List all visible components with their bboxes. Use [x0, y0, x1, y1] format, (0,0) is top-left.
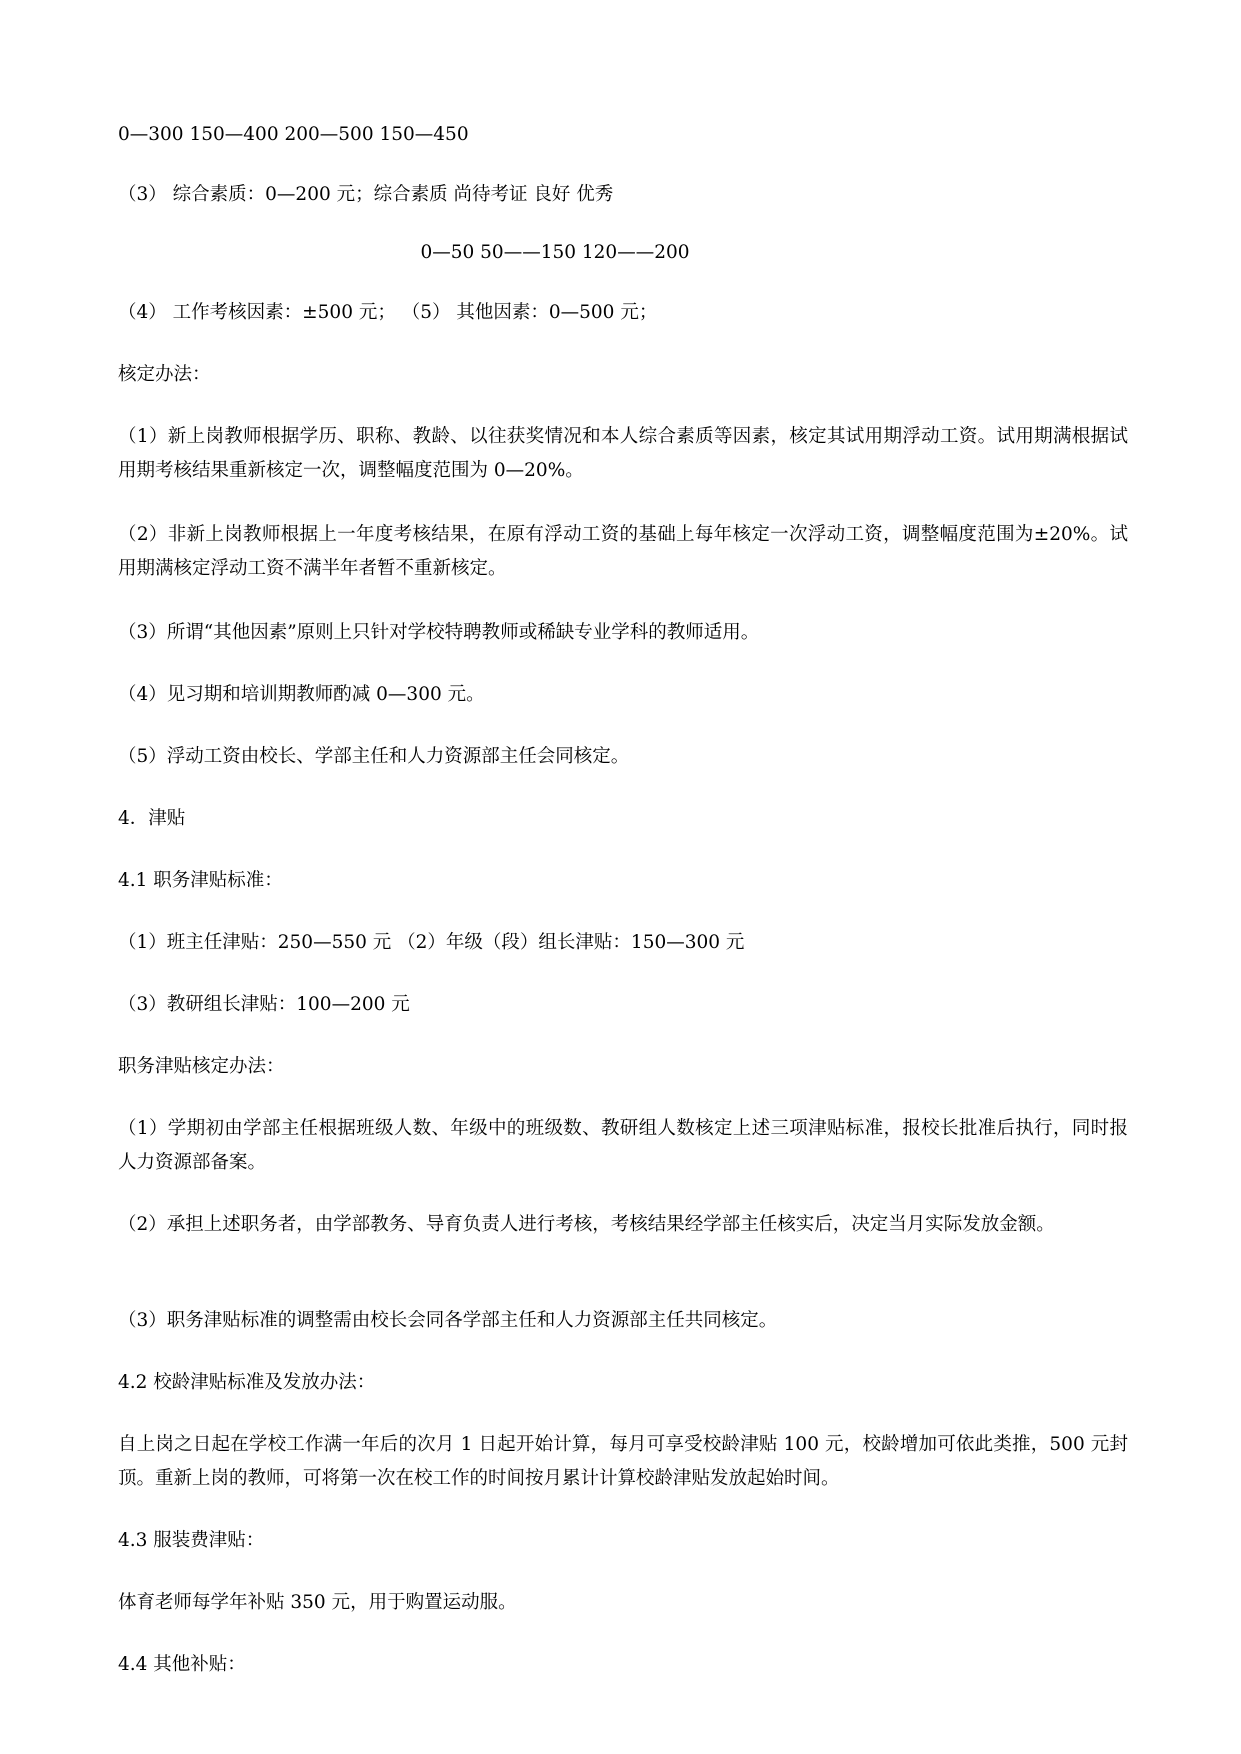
approval-rule-3: （3）所谓“其他因素”原则上只针对学校特聘教师或稀缺专业学科的教师适用。	[118, 622, 760, 643]
allowance-item-3: （3）教研组长津贴：100—200 元	[118, 994, 410, 1015]
approval-method-heading: 核定办法：	[118, 364, 211, 385]
clothing-allowance-text: 体育老师每学年补贴 350 元，用于购置运动服。	[118, 1592, 517, 1613]
allowance-rule-3: （3）职务津贴标准的调整需由校长会同各学部主任和人力资源部主任共同核定。	[118, 1310, 778, 1331]
section-4-1-heading: 4.1 职务津贴标准：	[118, 870, 283, 891]
allowance-method-heading: 职务津贴核定办法：	[118, 1056, 285, 1077]
approval-rule-4: （4）见习期和培训期教师酌减 0—300 元。	[118, 684, 485, 705]
section-4-2-heading: 4.2 校龄津贴标准及发放办法：	[118, 1372, 376, 1393]
approval-rule-2: （2）非新上岗教师根据上一年度考核结果，在原有浮动工资的基础上每年核定一次浮动工资，调整幅度范围为±20%。试用期满核定浮动工资不满半年者暂不重新核定。	[118, 524, 1128, 579]
allowance-rule-1: （1）学期初由学部主任根据班级人数、年级中的班级数、教研组人数核定上述三项津贴标准，报校长批准后执行，同时报人力资源部备案。	[118, 1118, 1128, 1173]
section-4-heading: 4．津贴	[118, 808, 186, 829]
approval-rule-1: （1）新上岗教师根据学历、职称、教龄、以往获奖情况和本人综合素质等因素，核定其试用期浮动工资。试用期满根据试用期考核结果重新核定一次，调整幅度范围为 0—20%。	[118, 426, 1128, 481]
quality-range-row: 0—50 50——150 120——200	[420, 242, 690, 263]
seniority-allowance-paragraph: 自上岗之日起在学校工作满一年后的次月 1 日起开始计算，每月可享受校龄津贴 100 元，校龄增加可依此类推，500 元封顶。重新上岗的教师，可将第一次在校工作的时间按月累计计算校龄津贴发放起始时间。	[118, 1434, 1128, 1489]
float-wage-range-row: 0—300 150—400 200—500 150—450	[118, 124, 469, 145]
section-4-4-heading: 4.4 其他补贴：	[118, 1654, 246, 1675]
allowance-items-1-2: （1）班主任津贴：250—550 元 （2）年级（段）组长津贴：150—300 元	[118, 932, 745, 953]
approval-rule-5: （5）浮动工资由校长、学部主任和人力资源部主任会同核定。	[118, 746, 630, 767]
comprehensive-quality-item: （3） 综合素质：0—200 元；综合素质 尚待考证 良好 优秀	[118, 184, 614, 205]
allowance-rule-2: （2）承担上述职务者，由学部教务、导育负责人进行考核，考核结果经学部主任核实后，决定当月实际发放金额。	[118, 1214, 1055, 1235]
work-assessment-item: （4） 工作考核因素：±500 元； （5） 其他因素：0—500 元；	[118, 302, 658, 323]
section-4-3-heading: 4.3 服装费津贴：	[118, 1530, 265, 1551]
